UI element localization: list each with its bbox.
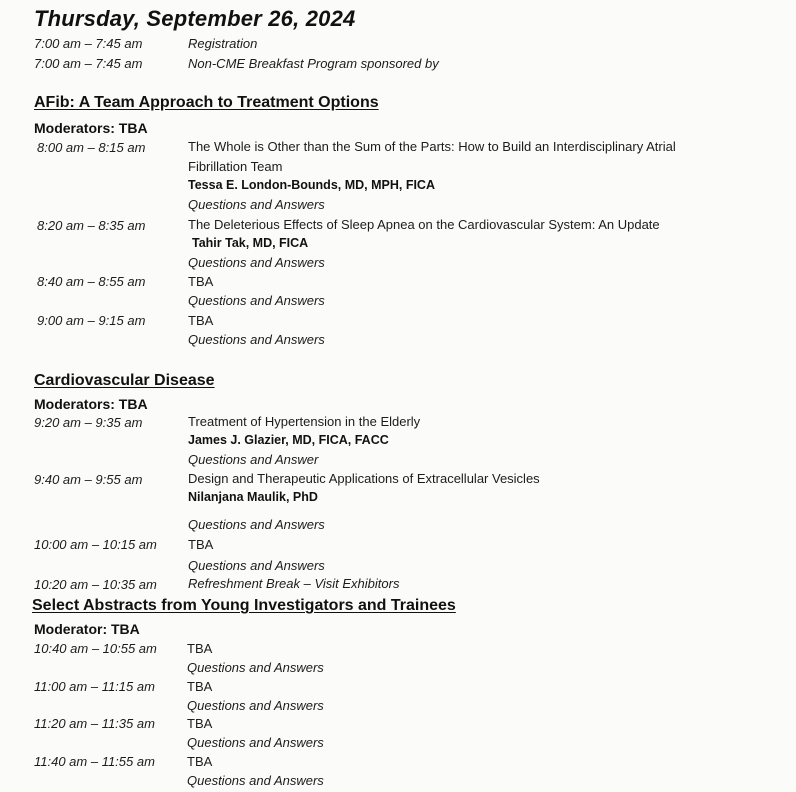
questions-and-answers: Questions and Answers <box>188 517 325 532</box>
session-heading: AFib: A Team Approach to Treatment Options <box>34 94 379 111</box>
schedule-time: 8:40 am – 8:55 am <box>37 274 146 289</box>
questions-and-answers: Questions and Answers <box>187 698 324 713</box>
questions-and-answers: Questions and Answers <box>188 332 325 347</box>
talk-title: TBA <box>187 679 213 694</box>
speaker-name: James J. Glazier, MD, FICA, FACC <box>188 433 389 447</box>
speaker-name: Tahir Tak, MD, FICA <box>192 236 309 250</box>
session-moderators: Moderators: TBA <box>34 396 148 412</box>
talk-title: TBA <box>188 313 214 328</box>
questions-and-answers: Questions and Answers <box>187 660 324 675</box>
talk-title: TBA <box>188 537 214 552</box>
questions-and-answers: Questions and Answers <box>188 293 325 308</box>
schedule-time: 9:20 am – 9:35 am <box>34 415 143 430</box>
questions-and-answers: Questions and Answers <box>187 735 324 750</box>
session-moderators: Moderators: TBA <box>34 120 148 136</box>
questions-and-answers: Questions and Answer <box>188 452 319 467</box>
schedule-time: 8:00 am – 8:15 am <box>37 140 146 155</box>
schedule-time: 10:20 am – 10:35 am <box>34 577 157 592</box>
schedule-time: 9:00 am – 9:15 am <box>37 313 146 328</box>
session-moderators: Moderator: TBA <box>34 621 140 637</box>
talk-title-continued: Fibrillation Team <box>188 159 283 174</box>
session-heading: Select Abstracts from Young Investigators and Trainees <box>32 597 456 614</box>
talk-title: The Whole is Other than the Sum of the Parts: How to Build an Interdisciplinary Atrial <box>188 139 676 154</box>
schedule-time: 11:40 am – 11:55 am <box>34 754 155 769</box>
schedule-time: 7:00 am – 7:45 am <box>34 56 143 71</box>
speaker-name: Tessa E. London-Bounds, MD, MPH, FICA <box>188 178 435 192</box>
talk-title: TBA <box>188 274 214 289</box>
talk-title: The Deleterious Effects of Sleep Apnea on the Cardiovascular System: An Update <box>188 217 660 232</box>
questions-and-answers: Questions and Answers <box>188 558 325 573</box>
talk-title: Treatment of Hypertension in the Elderly <box>188 414 421 429</box>
speaker-name: Nilanjana Maulik, PhD <box>188 490 318 504</box>
talk-title: TBA <box>187 754 213 769</box>
schedule-time: 8:20 am – 8:35 am <box>37 218 146 233</box>
questions-and-answers: Questions and Answers <box>188 255 325 270</box>
schedule-time: 11:00 am – 11:15 am <box>34 679 155 694</box>
talk-title: TBA <box>187 641 213 656</box>
talk-title: Design and Therapeutic Applications of Extracellular Vesicles <box>188 471 540 486</box>
page-title: Thursday, September 26, 2024 <box>34 6 356 31</box>
schedule-time: 10:40 am – 10:55 am <box>34 641 157 656</box>
questions-and-answers: Questions and Answers <box>187 773 324 788</box>
talk-title: TBA <box>187 716 213 731</box>
schedule-time: 10:00 am – 10:15 am <box>34 537 157 552</box>
refreshment-break: Refreshment Break – Visit Exhibitors <box>188 576 400 591</box>
schedule-description: Non-CME Breakfast Program sponsored by <box>188 56 439 71</box>
schedule-time: 11:20 am – 11:35 am <box>34 716 155 731</box>
schedule-time: 7:00 am – 7:45 am <box>34 36 143 51</box>
questions-and-answers: Questions and Answers <box>188 197 325 212</box>
schedule-time: 9:40 am – 9:55 am <box>34 472 143 487</box>
schedule-description: Registration <box>188 36 258 51</box>
session-heading: Cardiovascular Disease <box>34 372 215 389</box>
